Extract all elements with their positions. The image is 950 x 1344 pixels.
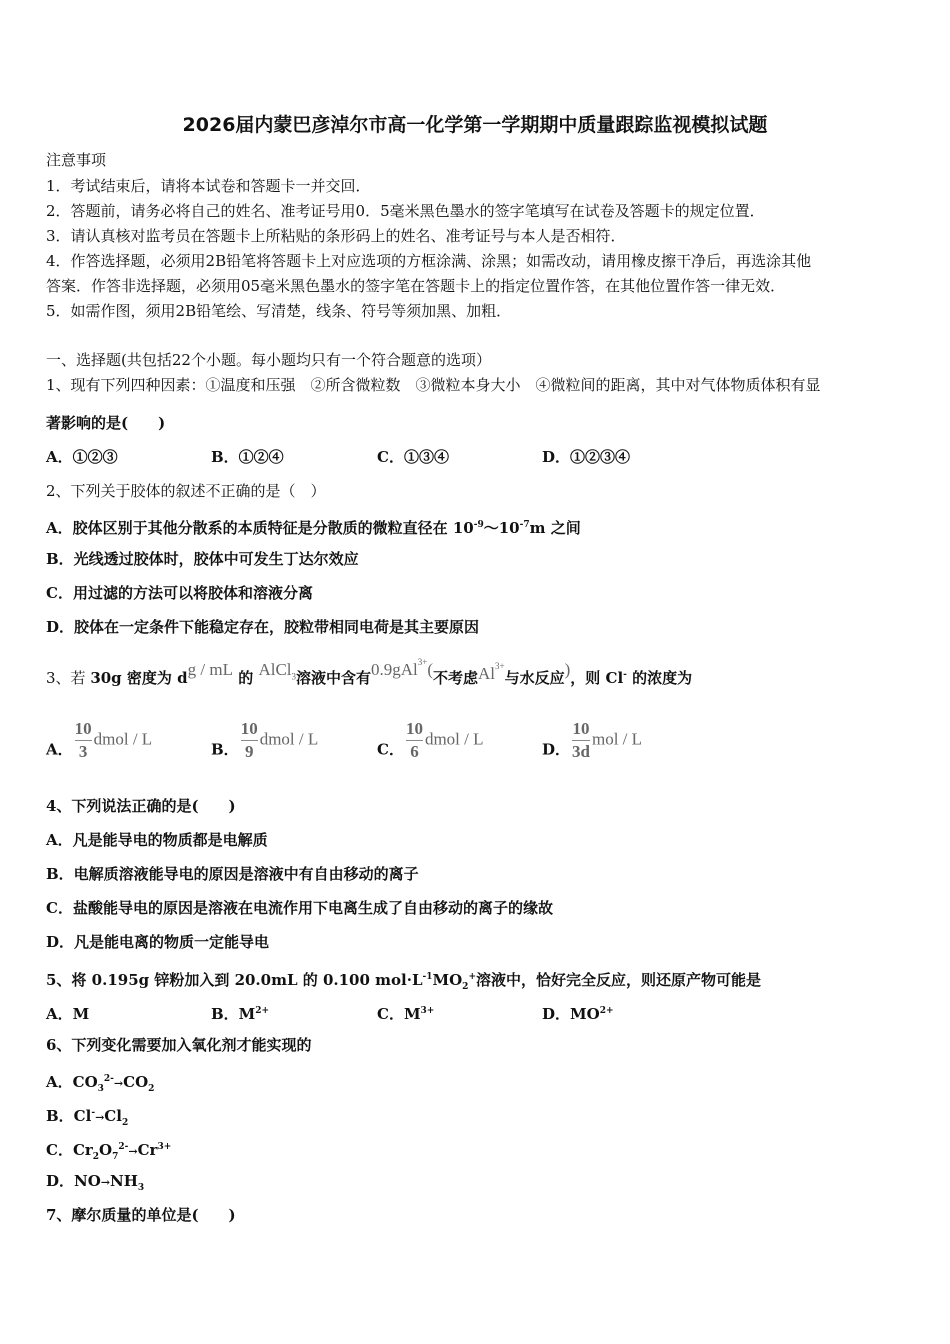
q1-option-b: B．①②④ xyxy=(211,448,284,466)
notice-item: 答案．作答非选择题，必须用05毫米黑色墨水的签字笔在答题卡上的指定位置作答，在其他位置作答一律无效． xyxy=(46,277,786,295)
notice-item: 1．考试结束后，请将本试卷和答题卡一并交回． xyxy=(46,177,371,195)
q3-option-a: A． $\frac{10}{3}$ dmol / L xyxy=(46,719,153,761)
q3-option-d: D． $\frac{10}{3d}$ mol / L xyxy=(542,719,643,761)
notice-item: 2．答题前，请务必将自己的姓名、准考证号用0．5毫米黑色墨水的签字笔填写在试卷及答题卡的规定位置． xyxy=(46,202,765,220)
q5-option-d: D．$MO^{2+}$ xyxy=(542,1005,614,1023)
q4-option-d: D．凡是能电离的物质一定能导电 xyxy=(46,933,270,951)
q5-option-c: C．$M^{3+}$ xyxy=(377,1005,435,1023)
q1-option-c: C．①③④ xyxy=(377,448,449,466)
q6-option-d: D．$NO\to NH_3$ xyxy=(46,1172,145,1193)
q5-option-a: A．M xyxy=(46,1005,90,1023)
q6-option-b: B．$Cl^-\to Cl_2$ xyxy=(46,1107,129,1128)
q2-option-d: D．胶体在一定条件下能稳定存在，胶粒带相同电荷是其主要原因 xyxy=(46,618,480,636)
q4-option-a: A．凡是能导电的物质都是电解质 xyxy=(46,831,268,849)
q4-option-c: C．盐酸能导电的原因是溶液在电流作用下电离生成了自由移动的离子的缘故 xyxy=(46,899,553,917)
question-5-stem: 5、将 0.195g 锌粉加入到 20.0mL 的 0.100 $mol\cdot L^{-1}MO_2^+$溶液中，恰好完全反应，则还原产物可能是 xyxy=(46,971,761,992)
section-heading: 一、选择题(共包括22个小题。每小题均只有一个符合题意的选项） xyxy=(46,351,491,369)
q4-option-b: B．电解质溶液能导电的原因是溶液中有自由移动的离子 xyxy=(46,865,419,883)
notice-item: 3．请认真核对监考员在答题卡上所粘贴的条形码上的姓名、准考证号与本人是否相符． xyxy=(46,227,626,245)
q2-option-b: B．光线透过胶体时，胶体中可发生丁达尔效应 xyxy=(46,550,359,568)
q2-option-a: A．胶体区别于其他分散系的本质特征是分散质的微粒直径在 $10^{-9}\sim 10^{-7}m$ 之间 xyxy=(46,519,581,537)
notice-heading: 注意事项 xyxy=(46,151,107,169)
question-7-stem: 7、摩尔质量的单位是( ) xyxy=(46,1206,236,1224)
question-1-stem: 1、现有下列四种因素：①温度和压强 ②所含微粒数 ③微粒本身大小 ④微粒间的距离，其中对气体物质体积有显 xyxy=(46,376,821,394)
question-4-stem: 4、下列说法正确的是( ) xyxy=(46,797,236,815)
q3-option-c: C． $\frac{10}{6}$ dmol / L xyxy=(377,719,484,761)
q2-option-c: C．用过滤的方法可以将胶体和溶液分离 xyxy=(46,584,313,602)
notice-item: 5．如需作图，须用2B铅笔绘、写清楚，线条、符号等须加黑、加粗． xyxy=(46,302,512,320)
q6-option-c: C．$Cr_2O_7^{2-}\to Cr^{3+}$ xyxy=(46,1141,172,1162)
question-1-stem-cont: 著影响的是( ) xyxy=(46,414,166,432)
q1-option-d: D．①②③④ xyxy=(542,448,631,466)
notice-item: 4．作答选择题，必须用2B铅笔将答题卡上对应选项的方框涂满、涂黑；如需改动，请用橡皮擦干净后，再选涂其他 xyxy=(46,252,812,270)
question-3-stem: 3、若 30g 密度为 dg / mL 的 AlCl$_3$溶液中含有0.9gAl$^{3+}$(不考虑$Al^{3+}$与水反应)，则 Cl- 的浓度为 xyxy=(46,657,693,687)
page-title: 2026届内蒙巴彦淖尔市高一化学第一学期期中质量跟踪监视模拟试题 xyxy=(182,114,768,136)
q1-option-a: A．①②③ xyxy=(46,448,118,466)
q5-option-b: B．$M^{2+}$ xyxy=(211,1005,270,1023)
q3-option-b: B． $\frac{10}{9}$ dmol / L xyxy=(211,719,319,761)
question-6-stem: 6、下列变化需要加入氧化剂才能实现的 xyxy=(46,1036,312,1054)
q6-option-a: A．$CO_3^{2-}\to CO_2$ xyxy=(46,1073,155,1094)
question-2-stem: 2、下列关于胶体的叙述不正确的是（ ） xyxy=(46,482,326,500)
